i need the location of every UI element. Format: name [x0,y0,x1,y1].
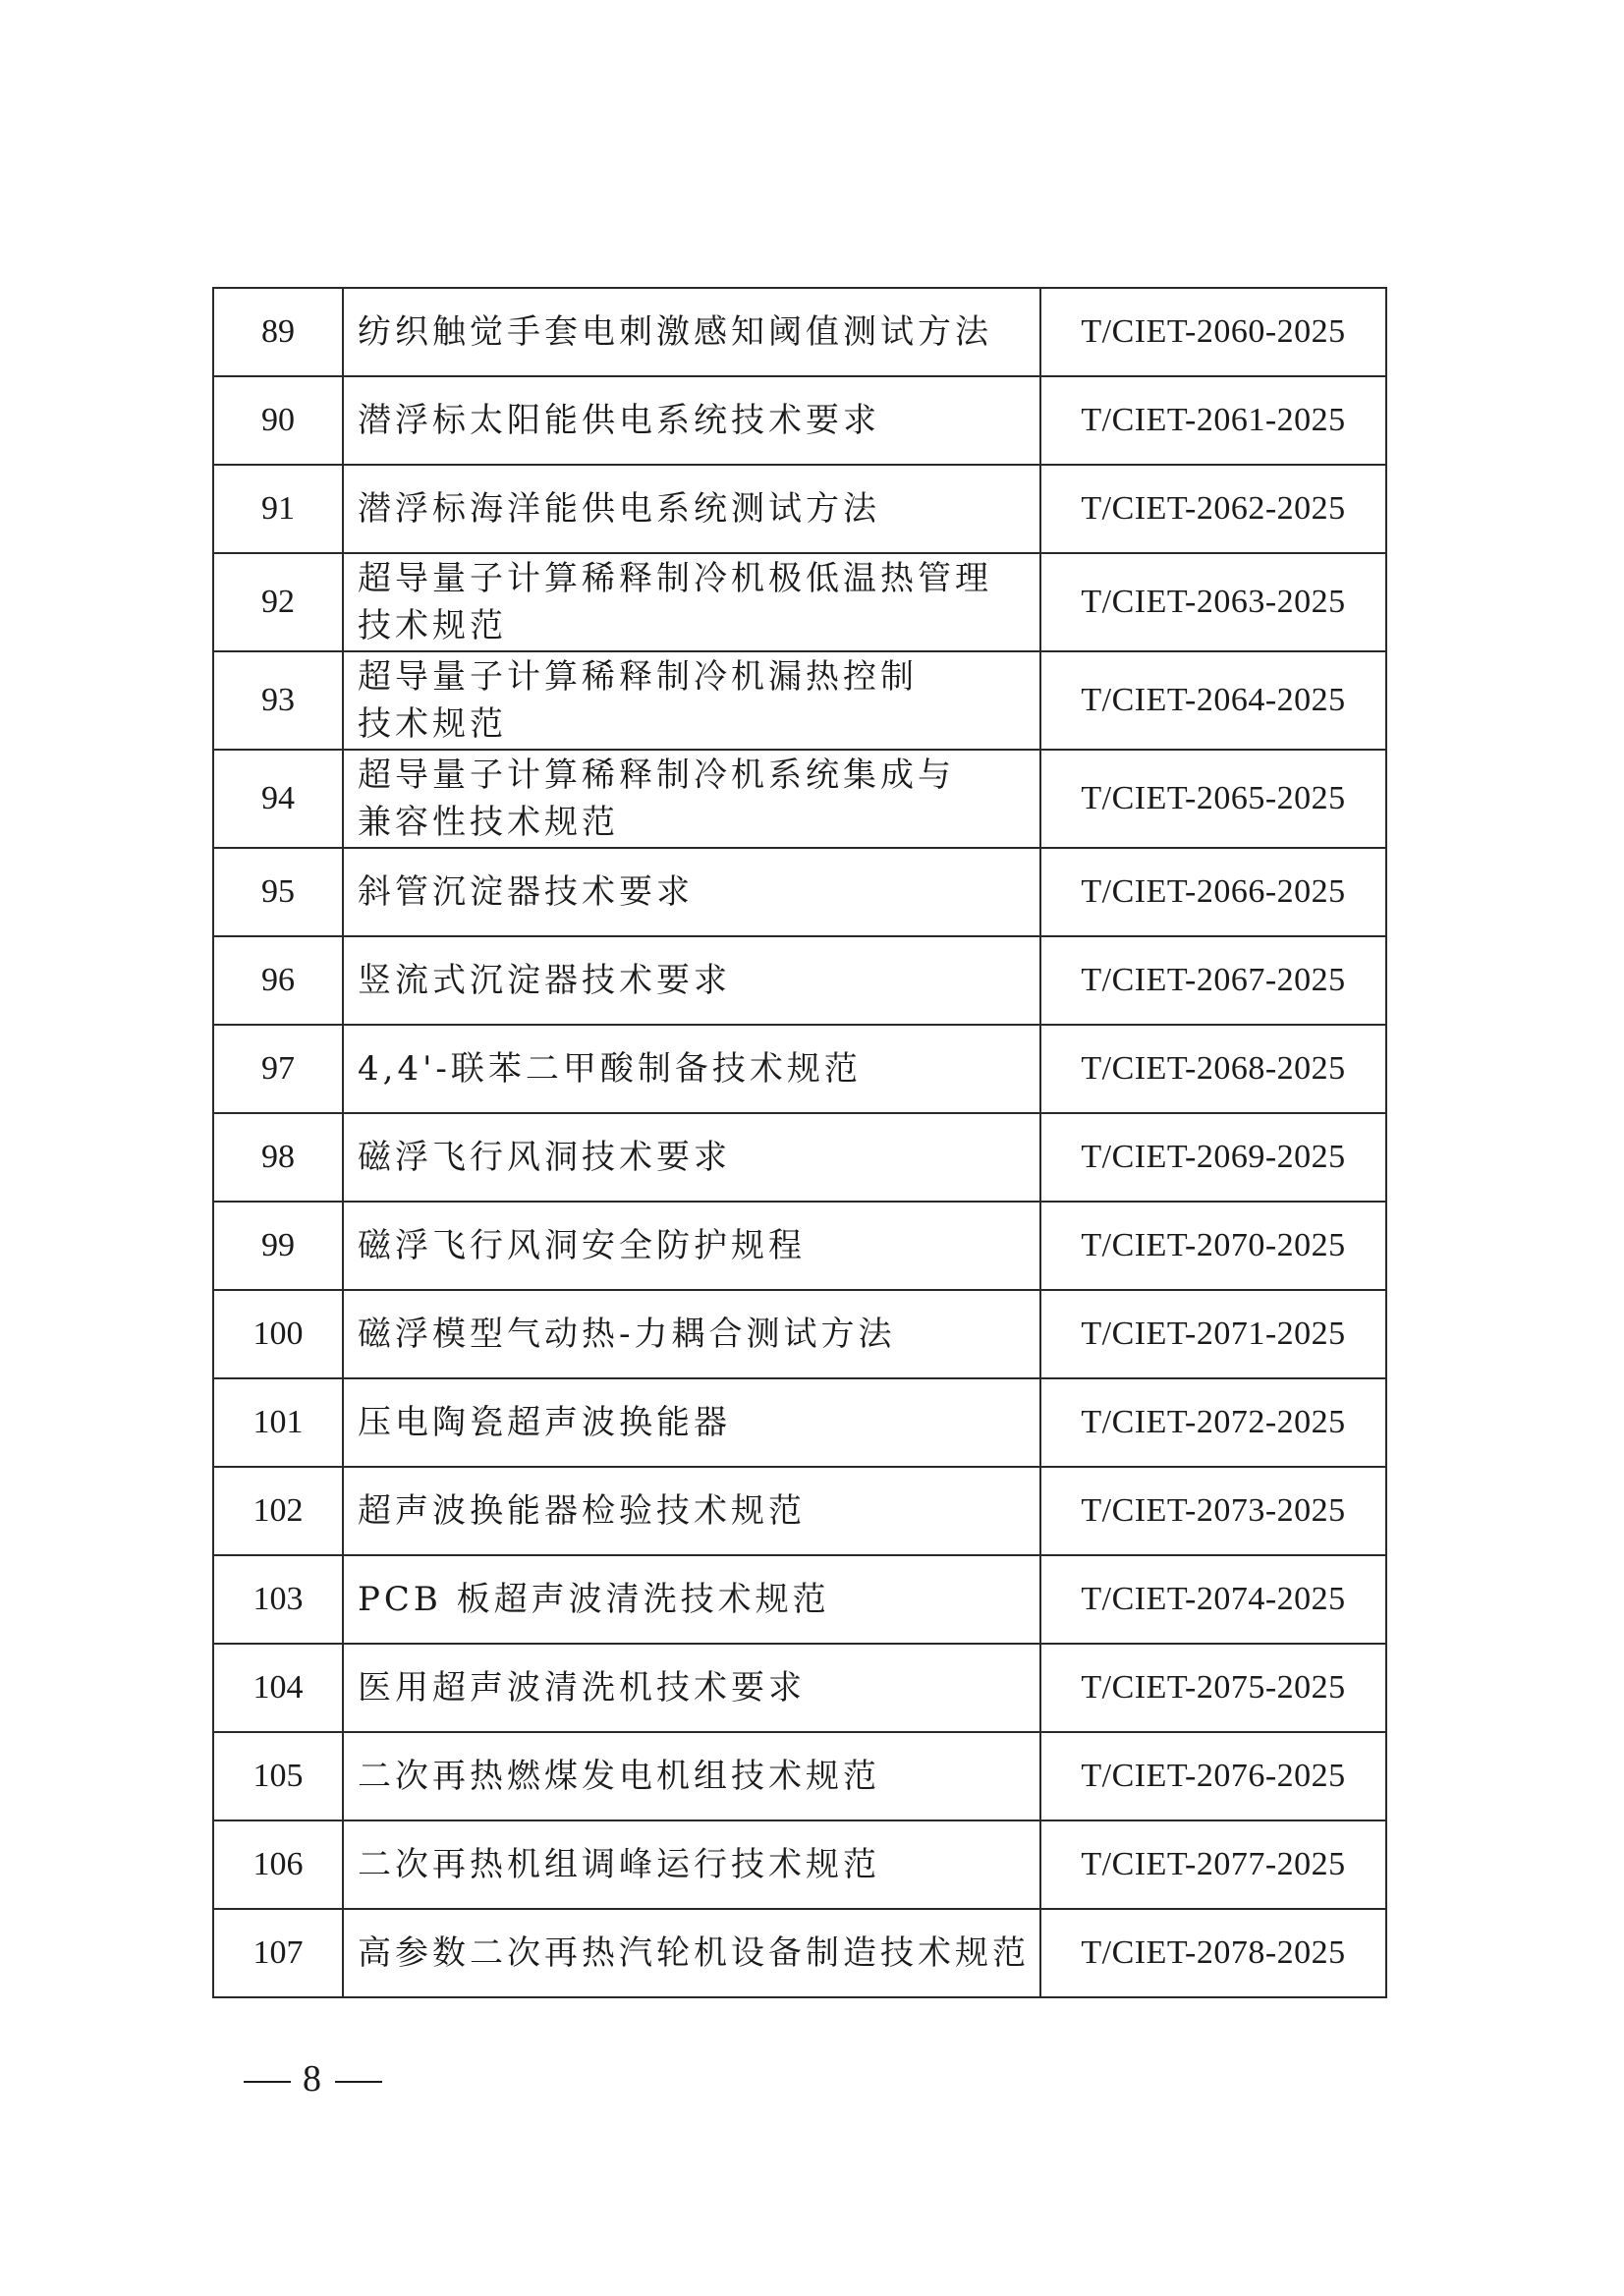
standard-name-line: 二次再热燃煤发电机组技术规范 [358,1757,880,1796]
standard-name-line: PCB 板超声波清洗技术规范 [358,1580,830,1619]
standard-name [343,651,1040,750]
standard-code: T/CIET-2063-2025 [1040,553,1386,651]
table-row [213,288,1386,376]
table-row [213,1290,1386,1378]
standards-table-body [213,288,1386,1997]
standard-name-line: 医用超声波清洗机技术要求 [358,1668,806,1708]
standard-name-line: 磁浮模型气动热-力耦合测试方法 [358,1315,896,1354]
row-number: 102 [213,1467,343,1555]
table-row [213,1378,1386,1467]
row-number: 106 [213,1820,343,1909]
standard-name-line: 压电陶瓷超声波换能器 [358,1403,731,1442]
table-row [213,1909,1386,1997]
standard-name-line: 纺织触觉手套电刺激感知阈值测试方法 [358,312,992,352]
table-row [213,1820,1386,1909]
standard-code: T/CIET-2072-2025 [1040,1378,1386,1467]
row-number: 100 [213,1290,343,1378]
standard-code: T/CIET-2064-2025 [1040,651,1386,750]
standard-name [343,936,1040,1025]
table-row [213,936,1386,1025]
standard-name-line: 磁浮飞行风洞安全防护规程 [358,1226,806,1265]
row-number: 90 [213,376,343,465]
standard-name-line: 超导量子计算稀释制冷机漏热控制 [358,657,918,697]
standard-code: T/CIET-2067-2025 [1040,936,1386,1025]
page-number-value: 8 [303,2058,323,2100]
standard-code: T/CIET-2076-2025 [1040,1732,1386,1820]
table-row [213,1644,1386,1732]
standard-name-line: 技术规范 [358,704,507,744]
row-number: 96 [213,936,343,1025]
standard-name [343,553,1040,651]
standard-name [343,848,1040,936]
standard-name [343,376,1040,465]
standards-table [212,287,1387,1998]
table-row [213,1202,1386,1290]
table-row [213,848,1386,936]
standard-name [343,288,1040,376]
row-number: 101 [213,1378,343,1467]
standard-name [343,1555,1040,1644]
standard-name-line: 超声波换能器检验技术规范 [358,1491,806,1531]
standard-code: T/CIET-2077-2025 [1040,1820,1386,1909]
standard-code: T/CIET-2078-2025 [1040,1909,1386,1997]
standard-name-line: 磁浮飞行风洞技术要求 [358,1138,731,1177]
row-number: 92 [213,553,343,651]
row-number: 104 [213,1644,343,1732]
table-row [213,1555,1386,1644]
standard-name-line: 潜浮标海洋能供电系统测试方法 [358,489,880,529]
table-row [213,651,1386,750]
standard-code: T/CIET-2073-2025 [1040,1467,1386,1555]
page-number [232,2057,394,2100]
standard-name-line: 兼容性技术规范 [358,803,619,842]
standard-code: T/CIET-2069-2025 [1040,1113,1386,1202]
standard-name [343,1644,1040,1732]
row-number: 105 [213,1732,343,1820]
standard-code: T/CIET-2071-2025 [1040,1290,1386,1378]
left-dash [244,2081,291,2083]
standard-code: T/CIET-2070-2025 [1040,1202,1386,1290]
standard-name [343,1378,1040,1467]
standard-name-line: 竖流式沉淀器技术要求 [358,961,731,1000]
standard-code: T/CIET-2061-2025 [1040,376,1386,465]
row-number: 103 [213,1555,343,1644]
row-number: 91 [213,465,343,553]
standard-code: T/CIET-2065-2025 [1040,750,1386,848]
standard-code: T/CIET-2062-2025 [1040,465,1386,553]
right-dash [335,2081,382,2083]
standard-name [343,1202,1040,1290]
row-number: 98 [213,1113,343,1202]
standard-code: T/CIET-2066-2025 [1040,848,1386,936]
standard-name-line: 潜浮标太阳能供电系统技术要求 [358,401,880,440]
table-row [213,376,1386,465]
row-number: 107 [213,1909,343,1997]
standard-name-line: 超导量子计算稀释制冷机极低温热管理 [358,559,992,598]
standard-name-line: 4,4'-联苯二甲酸制备技术规范 [358,1049,862,1089]
standard-code: T/CIET-2060-2025 [1040,288,1386,376]
table-row [213,750,1386,848]
standard-code: T/CIET-2075-2025 [1040,1644,1386,1732]
row-number: 89 [213,288,343,376]
row-number: 93 [213,651,343,750]
table-row [213,465,1386,553]
row-number: 95 [213,848,343,936]
standard-name-line: 斜管沉淀器技术要求 [358,872,694,912]
standard-name [343,1467,1040,1555]
standard-name-line: 技术规范 [358,606,507,645]
standard-name [343,1909,1040,1997]
standard-name [343,1290,1040,1378]
standard-code: T/CIET-2068-2025 [1040,1025,1386,1113]
row-number: 99 [213,1202,343,1290]
table-row [213,1732,1386,1820]
standard-code: T/CIET-2074-2025 [1040,1555,1386,1644]
standard-name-line: 高参数二次再热汽轮机设备制造技术规范 [358,1933,1030,1973]
row-number: 94 [213,750,343,848]
standard-name [343,1025,1040,1113]
standard-name-line: 超导量子计算稀释制冷机系统集成与 [358,756,955,795]
standard-name-line: 二次再热机组调峰运行技术规范 [358,1845,880,1884]
standard-name [343,1113,1040,1202]
standard-name [343,465,1040,553]
table-row [213,1113,1386,1202]
table-row [213,1467,1386,1555]
table-row [213,1025,1386,1113]
row-number: 97 [213,1025,343,1113]
standard-name [343,1820,1040,1909]
standard-name [343,750,1040,848]
standard-name [343,1732,1040,1820]
table-row [213,553,1386,651]
